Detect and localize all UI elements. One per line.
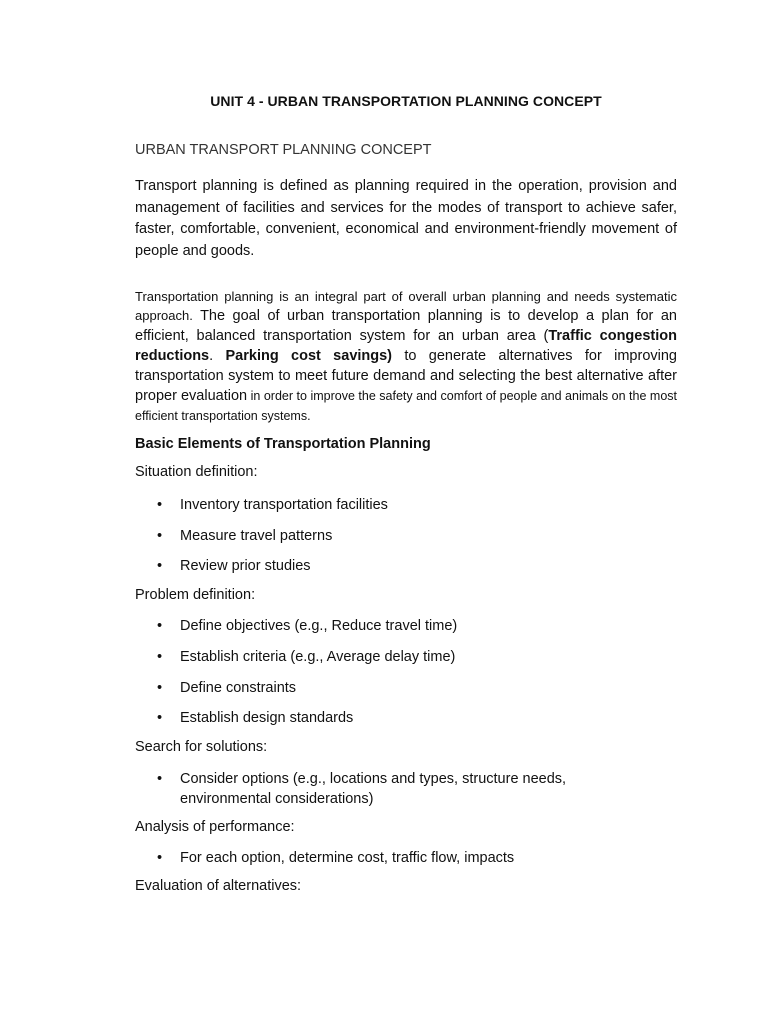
analysis-label: Analysis of performance: [135, 819, 295, 835]
bullet-icon: • [157, 618, 163, 634]
list-item-text: Review prior studies [180, 558, 311, 574]
list-item-text: Inventory transportation facilities [180, 497, 388, 513]
list-item-text: For each option, determine cost, traffic flow, impacts [180, 850, 515, 866]
goal-paragraph-part2: The goal of urban transportation planning is to develop a plan for an efficient, balanced transportation system for an urban area ( [135, 308, 677, 344]
evaluation-label: Evaluation of alternatives: [135, 878, 302, 894]
bullet-icon: • [157, 528, 163, 544]
bullet-icon: • [157, 497, 163, 513]
situation-label: Situation definition: [135, 464, 258, 480]
goal-paragraph [135, 287, 677, 426]
page-title: UNIT 4 - URBAN TRANSPORTATION PLANNING CONCEPT [210, 93, 602, 109]
list-item-text: Define constraints [180, 680, 297, 696]
list-item-text: Define objectives (e.g., Reduce travel time) [180, 618, 458, 634]
goal-paragraph-bold1: Traffic congestion reductions [135, 328, 677, 364]
list-item-text: Establish criteria (e.g., Average delay time) [180, 649, 456, 665]
goal-paragraph-bold2: Parking cost savings) [225, 348, 393, 364]
section-subtitle: URBAN TRANSPORT PLANNING CONCEPT [135, 142, 432, 158]
goal-paragraph-sep: . [209, 348, 226, 364]
elements-heading: Basic Elements of Transportation Planning [135, 436, 431, 452]
bullet-icon: • [157, 771, 163, 787]
goal-paragraph-part4: in order to improve the safety and comfort of people and animals on the most efficient transportation systems. [135, 389, 677, 423]
list-item-text: Measure travel patterns [180, 528, 333, 544]
goal-paragraph-part3: to generate alternatives for improving transportation system to meet future demand and selecting the best alternative after proper evaluation [135, 348, 677, 404]
goal-paragraph-part1: Transportation planning is an integral part of overall urban planning and needs systematic approach. [135, 289, 677, 323]
list-item-text: Consider options (e.g., locations and types, structure needs, environmental considerations) [180, 771, 567, 807]
search-label: Search for solutions: [135, 739, 268, 755]
list-item-text: Establish design standards [180, 710, 354, 726]
bullet-icon: • [157, 850, 163, 866]
bullet-icon: • [157, 649, 163, 665]
bullet-icon: • [157, 710, 163, 726]
problem-label: Problem definition: [135, 587, 256, 603]
definition-paragraph: Transport planning is defined as planning required in the operation, provision and management of facilities and services for the modes of transport to achieve safer, faster, comfortable, convenient, economical and environment-friendly movement of people and goods. [135, 178, 677, 259]
bullet-icon: • [157, 558, 163, 574]
bullet-icon: • [157, 680, 163, 696]
